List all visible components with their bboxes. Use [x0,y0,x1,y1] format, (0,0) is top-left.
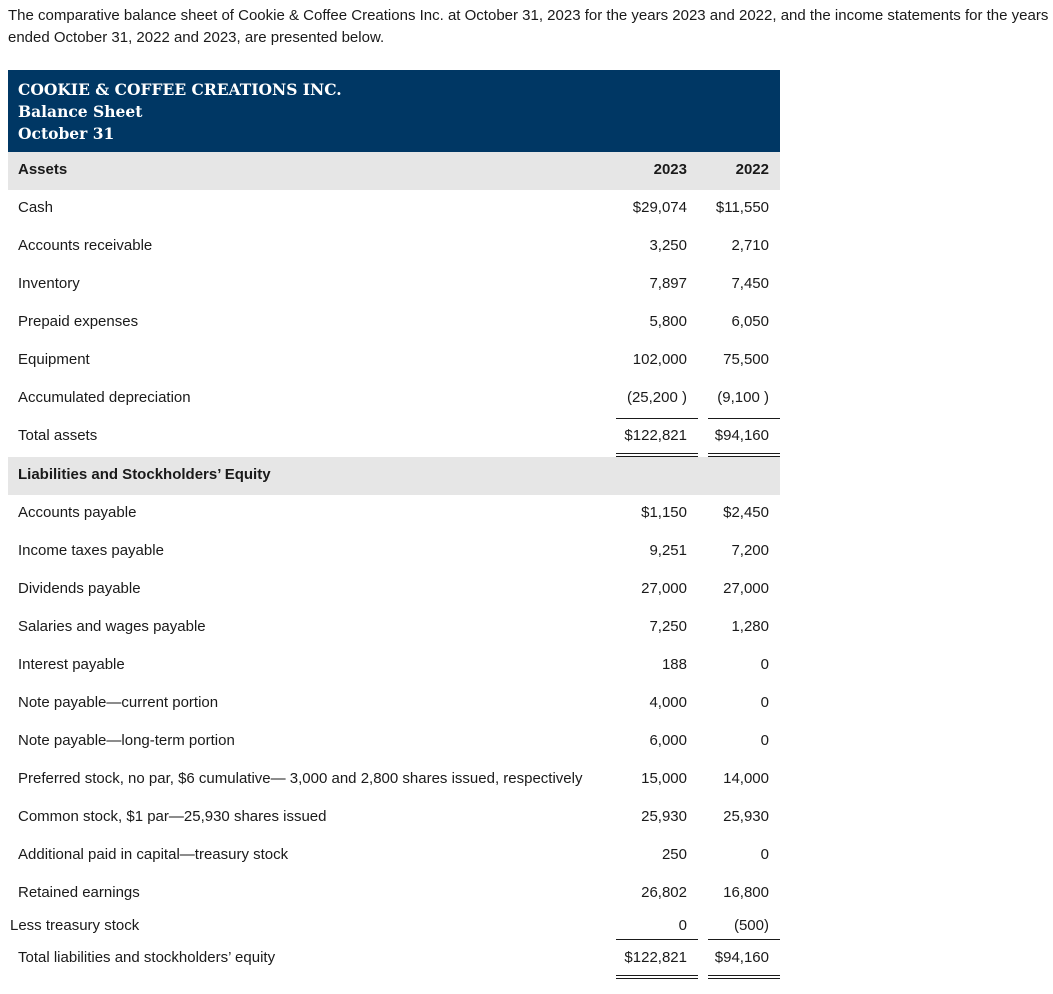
row-label: Additional paid in capital—treasury stock [18,846,289,863]
value-2022: 0 [760,846,769,863]
value-2023: 250 [661,846,687,863]
double-rule-2023 [616,975,698,979]
company-name: COOKIE & COFFEE CREATIONS INC. [18,80,342,99]
value-2022: 25,930 [723,808,769,825]
table-row [0,685,1053,723]
value-2022: 75,500 [723,351,769,368]
value-2023: 27,000 [641,580,687,597]
statement-date: October 31 [18,124,115,143]
table-row [0,571,1053,609]
table-row [0,190,1053,228]
liabilities-heading-row [0,457,1053,495]
value-2023: 102,000 [632,351,687,368]
value-2022: 27,000 [723,580,769,597]
value-2022: 0 [760,732,769,749]
table-row [0,647,1053,685]
value-2023: 188 [661,656,687,673]
value-2023: (25,200 ) [626,389,687,406]
table-row [0,723,1053,761]
total-assets-row [0,418,1053,456]
row-label: Note payable—current portion [18,694,219,711]
row-label: Dividends payable [18,580,141,597]
value-2023: $29,074 [632,199,687,216]
row-label: Accumulated depreciation [18,389,191,406]
value-2022: 0 [760,694,769,711]
value-2023: $122,821 [624,427,687,444]
row-label: Prepaid expenses [18,313,139,330]
table-row [0,609,1053,647]
column-header-2022: 2022 [735,161,769,178]
row-label: Equipment [18,351,90,368]
table-row [0,380,1053,418]
value-2022: 1,280 [731,618,769,635]
row-label: Cash [18,199,54,216]
statement-title: Balance Sheet [18,102,143,121]
table-row [0,304,1053,342]
row-label: Inventory [18,275,80,292]
value-2022: 0 [760,656,769,673]
row-label: Salaries and wages payable [18,618,206,635]
assets-heading: Assets [18,161,68,178]
value-2022: $94,160 [714,427,769,444]
value-2023: $1,150 [641,504,687,521]
value-2022: $11,550 [715,199,769,216]
row-label: Total assets [18,427,98,444]
table-row [0,342,1053,380]
row-label: Preferred stock, no par, $6 cumulative— 3,000 and 2,800 shares issued, respectively [18,770,583,787]
row-label: Interest payable [18,656,125,673]
intro-paragraph: The comparative balance sheet of Cookie & Coffee Creations Inc. at October 31, 2023 for the years 2023 and 2022, and the income statements for the years ended October 31, 2022 and 2023, are presented below. [8,7,1049,46]
value-2023: 5,800 [649,313,687,330]
row-label: Total liabilities and stockholders’ equity [18,949,276,966]
table-row [0,228,1053,266]
value-2022: (9,100 ) [717,389,769,406]
value-2022: $94,160 [714,949,769,966]
row-label: Accounts receivable [18,237,153,254]
value-2023: 7,250 [649,618,687,635]
value-2022: 7,450 [731,275,769,292]
value-2023: 25,930 [641,808,687,825]
row-label: Accounts payable [18,504,137,521]
value-2022: (500) [733,917,769,934]
value-2022: 6,050 [731,313,769,330]
table-row [0,266,1053,304]
row-label: Income taxes payable [18,542,164,559]
value-2023: 7,897 [649,275,687,292]
row-label: Retained earnings [18,884,140,901]
value-2022: $2,450 [723,504,769,521]
total-liabilities-row [0,940,1053,978]
row-label: Common stock, $1 par—25,930 shares issued [18,808,327,825]
value-2022: 7,200 [731,542,769,559]
value-2023: 6,000 [649,732,687,749]
table-row [0,837,1053,875]
row-label: Note payable—long-term portion [18,732,235,749]
statement-header [8,70,780,152]
value-2022: 16,800 [723,884,769,901]
table-row [0,495,1053,533]
assets-heading-row [0,152,1053,190]
value-2023: 15,000 [641,770,687,787]
table-row [0,533,1053,571]
value-2023: 9,251 [649,542,687,559]
value-2023: 0 [678,917,687,934]
value-2023: 26,802 [641,884,687,901]
value-2023: 3,250 [649,237,687,254]
value-2023: $122,821 [624,949,687,966]
value-2023: 4,000 [649,694,687,711]
double-rule-2022 [708,975,780,979]
table-row [0,799,1053,837]
liabilities-heading: Liabilities and Stockholders’ Equity [18,466,271,483]
column-header-2023: 2023 [653,161,687,178]
value-2022: 2,710 [731,237,769,254]
row-label: Less treasury stock [10,917,140,934]
value-2022: 14,000 [723,770,769,787]
table-row [0,761,1053,799]
